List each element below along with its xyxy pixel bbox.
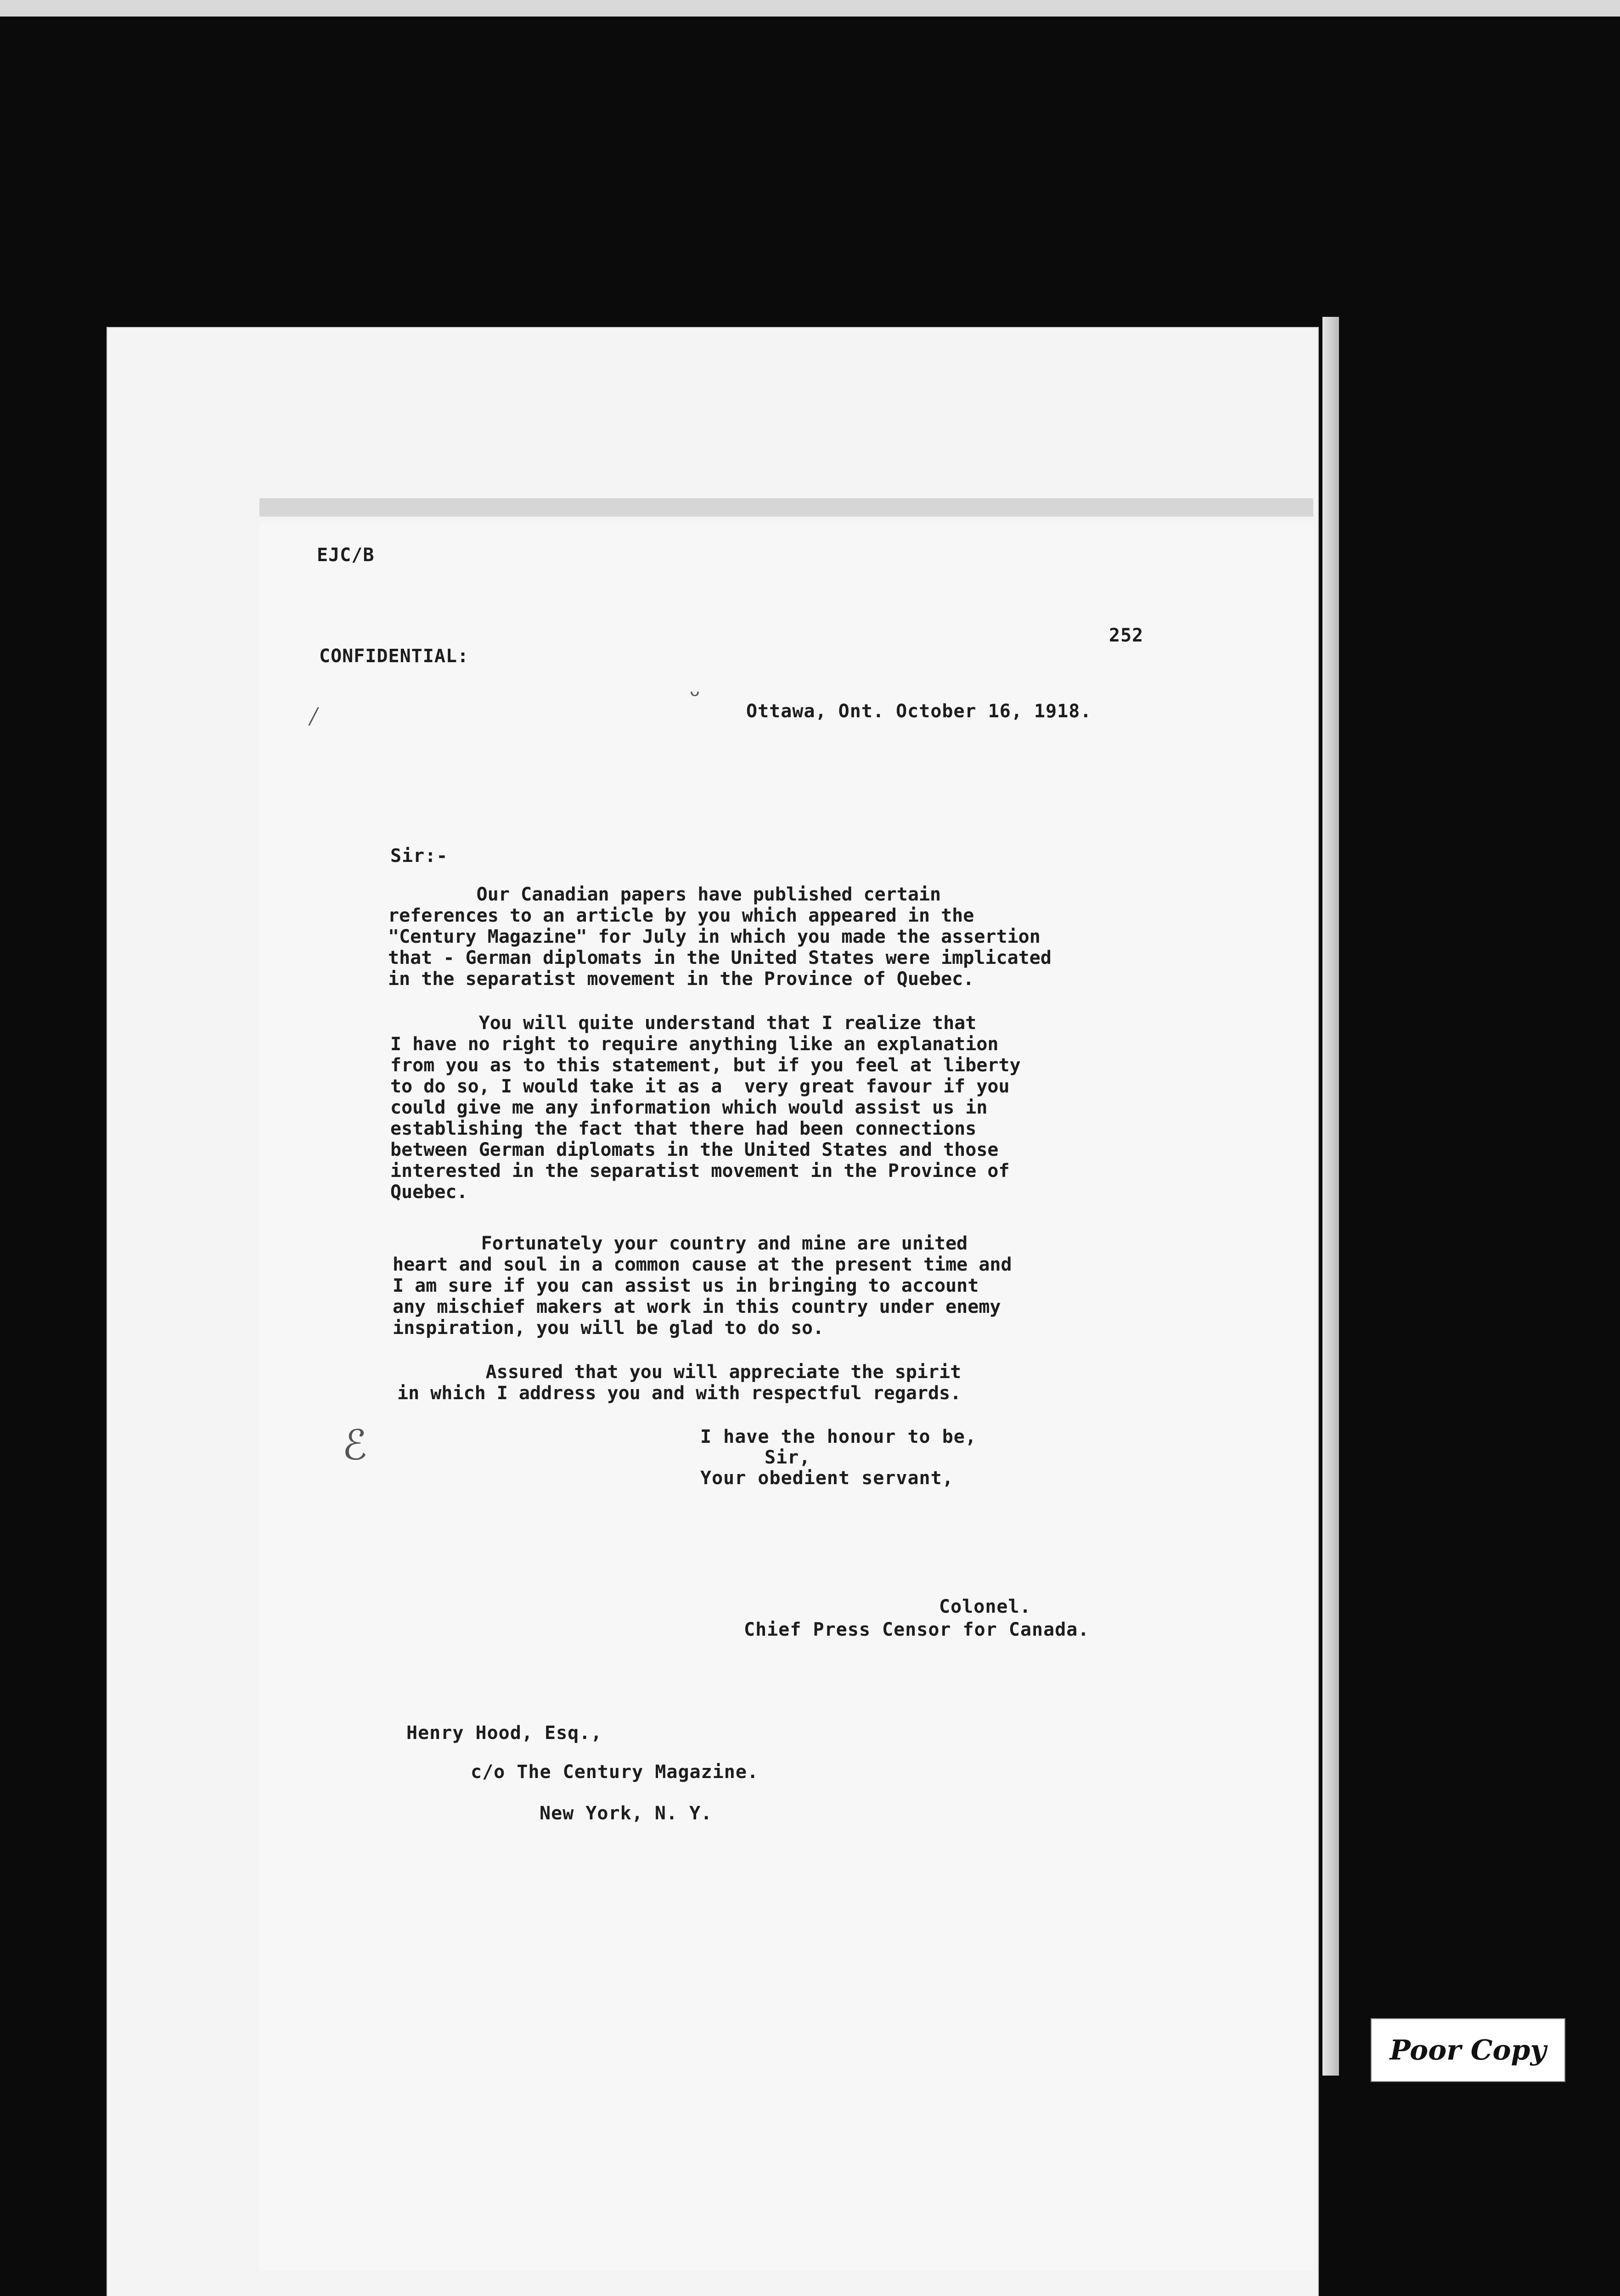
letter-top-fold <box>259 498 1313 517</box>
closing-line-1: I have the honour to be, <box>700 1426 977 1447</box>
tick-mark-icon: ⁄ <box>305 700 322 732</box>
letter-page <box>259 498 1313 2271</box>
addressee-line-2: c/o The Century Magazine. <box>471 1761 759 1783</box>
addressee-line-3: New York, N. Y. <box>540 1803 713 1824</box>
pencil-scribble-icon: ℰ <box>342 1421 367 1469</box>
salutation: Sir:- <box>390 845 448 867</box>
paragraph-3: Fortunately your country and mine are united heart and soul in a common cause at the present time and I am sure if you can assist us in bringing to account any mischief makers at work in this country under enemy inspiration, you will be glad to do so. <box>393 1233 1012 1339</box>
paragraph-4: Assured that you will appreciate the spirit in which I address you and with respectful regards. <box>397 1362 962 1404</box>
paragraph-1: Our Canadian papers have published certain references to an article by you which appeared in the "Century Magazine" for July in which you made the assertion that - German diplomats in the United States were implicated in the separatist movement in the Province of Quebec. <box>388 884 1052 990</box>
signature-title: Chief Press Censor for Canada. <box>744 1619 1090 1640</box>
pencil-mark-icon: ᵕ <box>686 680 703 712</box>
paragraph-2: You will quite understand that I realize that I have no right to require anything like an explanation from you as to this statement, but if you feel at liberty to do so, I would take it as a very great favour if you could give me any information which would assist us in establishing the fact that there had been connections between German diplomats in the United States and those interested in the separatist movement in the Province of Quebec. <box>390 1013 1021 1203</box>
confidential-heading: CONFIDENTIAL: <box>319 646 469 667</box>
place-date: Ottawa, Ont. October 16, 1918. <box>746 701 1092 722</box>
reference-code: EJC/B <box>317 545 375 566</box>
poor-copy-annotation: Poor Copy <box>1371 2018 1565 2082</box>
backing-sheet-edge <box>1322 317 1339 2076</box>
closing-line-2: Sir, <box>765 1447 811 1468</box>
closing-line-3: Your obedient servant, <box>700 1468 954 1489</box>
addressee-name: Henry Hood, Esq., <box>406 1722 602 1744</box>
film-top-strip <box>0 0 1620 17</box>
page-number: 252 <box>1109 625 1144 646</box>
signature-rank: Colonel. <box>939 1596 1031 1617</box>
